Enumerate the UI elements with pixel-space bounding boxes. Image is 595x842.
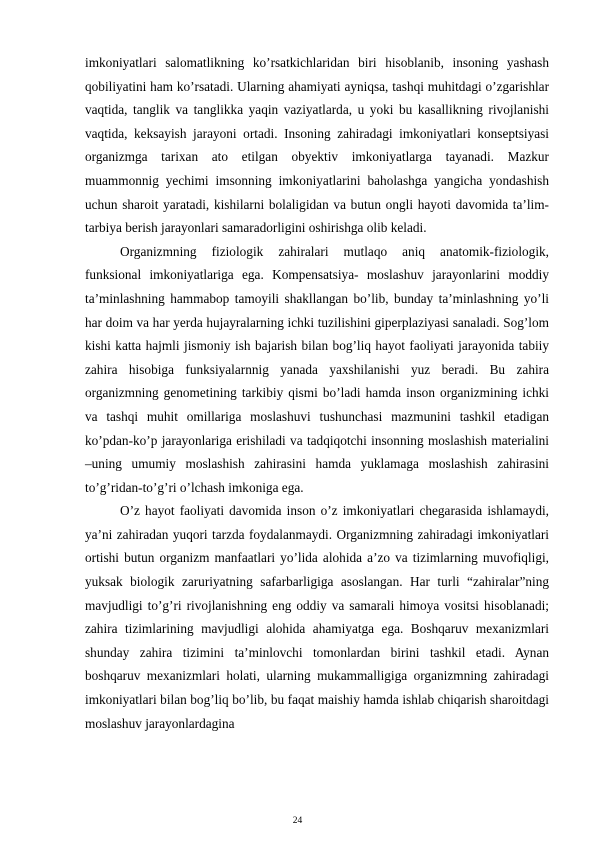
page-number: 24	[292, 816, 303, 826]
paragraph-physiological-reserves: Organizmning fiziologik zahiralari mutlaqo aniq anatomik-fiziologik, funksional imkoniyatlariga ega. Kompensatsiya- moslashuv jarayonlarini moddiy ta’minlashning hammabop tamoyili shakllangan bo’lib, bunday ta’minlashning yo’li har doim va har yerda hujayralarning ichki tuzilishini giperplaziyasi sanaladi. Sog’lom kishi katta hajmli jismoniy ish bajarish bilan bog’liq hayot faoliyati jarayonida tabiiy zahira hisobiga funksiyalarnnig yanada yaxshilanishi yuz beradi. Bu zahira organizmning genometining tarkibiy qismi bo’ladi hamda inson organizmining ichki va tashqi muhit omillariga moslashuvi tushunchasi mazmunini tashkil etadigan ko’pdan-ko’p jarayonlariga erishiladi va tadqiqotchi insonning moslashish materialini –uning umumiy moslashish zahirasini hamda yuklamaga moslashish zahirasini to’g’ridan-to’g’ri o’lchash imkoniga ega.	[85, 243, 549, 495]
paragraph-continued: imkoniyatlari salomatlikning ko’rsatkichlaridan biri hisoblanib, insoning yashash qobiliyatini ham ko’rsatadi. Ularning ahamiyati ayniqsa, tashqi muhitdagi o’zgarishlar vaqtida, tanglik va tanglikka yaqin vaziyatlarda, u yoki bu kasallikning rivojlanishi vaqtida, keksayish jarayoni ortadi. Insoning zahiradagi imkoniyatlari konseptsiyasi organizmga tarixan ato etilgan obyektiv imkoniyatlarga tayanadi. Mazkur muammonnig yechimi imsonning imkoniyatlarini baholashga yangicha yondashish uchun sharoit yaratadi, kishilarni bolaligidan va butun ongli hayoti davomida ta’lim-tarbiya berish jarayonlari samaradorligini oshirishga olib keladi.	[85, 55, 549, 236]
document-page	[85, 51, 549, 735]
paragraph-life-activity: O’z hayot faoliyati davomida inson o’z imkoniyatlari chegarasida ishlamaydi, ya’ni zahiradan yuqori tarzda foydalanmaydi. Organizmning zahiradagi imkoniyatlari ortishi butun organizm manfaatlari yo’lida alohida a’zo va tizimlarning muvofiqligi, yuksak biologik zaruriyatning safarbarligiga asoslangan. Har turli “zahiralar”ning mavjudligi to’g’ri rivojlanishning eng oddiy va samarali himoya vositsi hisoblanadi; zahira tizimlarining mavjudligi alohida ahamiyatga ega. Boshqaruv mexanizmlari shunday zahira tizimini ta’minlovchi tomonlardan birini tashkil etadi. Aynan boshqaruv mexanizmlari holati, ularning mukammalligiga organizmning zahiradagi imkoniyatlari bilan bog’liq bo’lib, bu faqat maishiy hamda ishlab chiqarish sharoitdagi moslashuv jarayonlardagina	[85, 503, 549, 731]
